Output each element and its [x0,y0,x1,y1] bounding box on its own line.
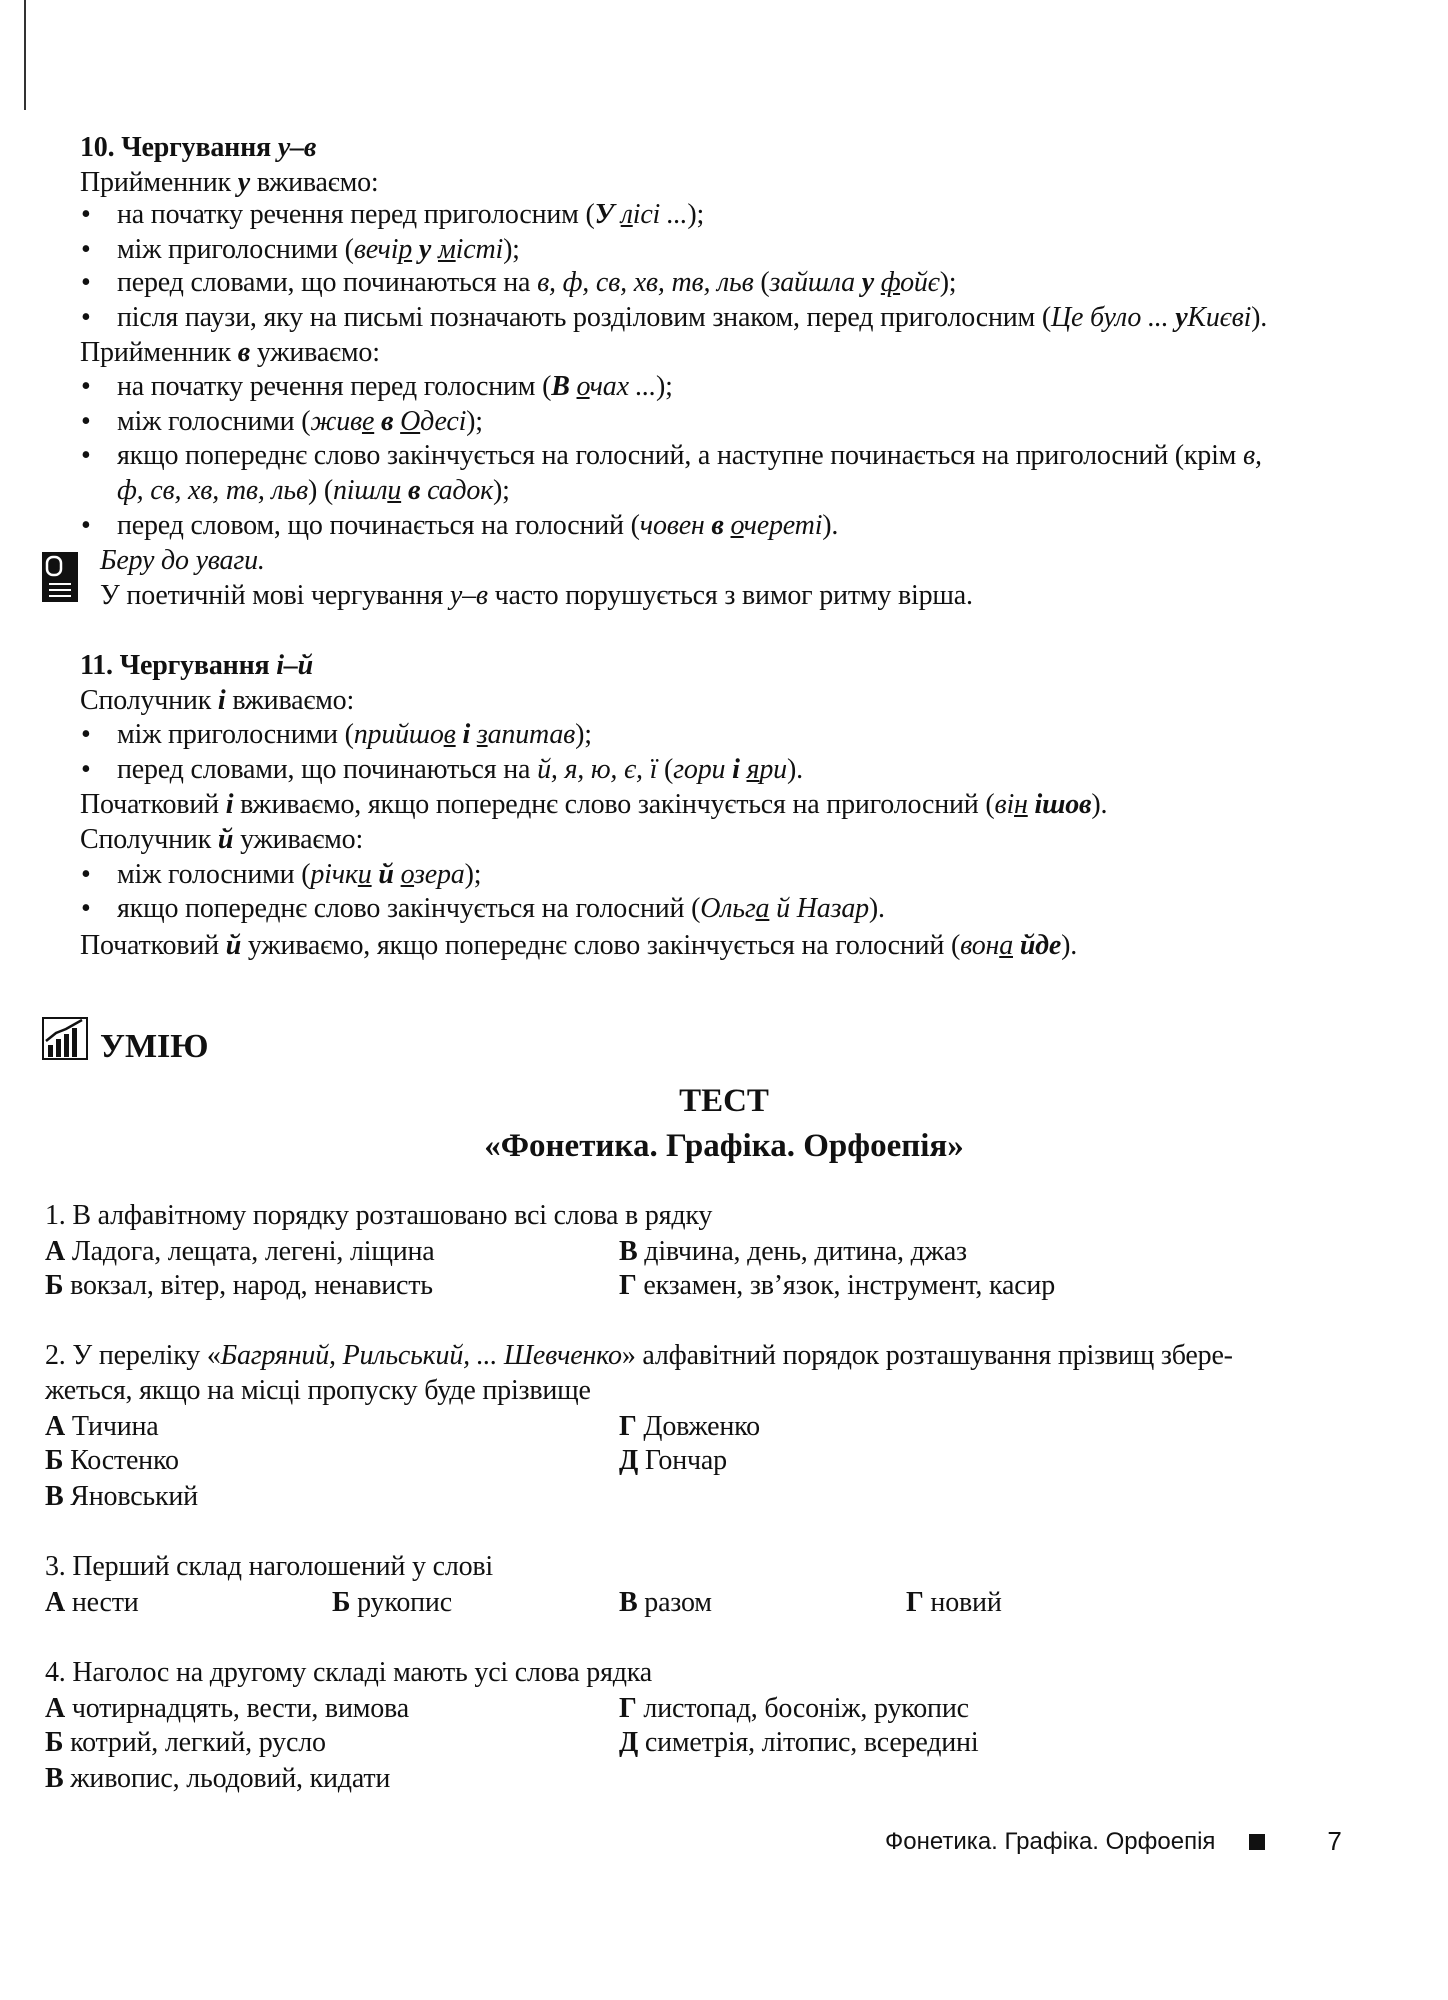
stressed-letter: о [730,510,744,541]
emphasis-text: річк [310,859,358,890]
answer-option: Б вокзал, вітер, народ, ненависть [45,1270,433,1301]
emphasis-text: В [619,1236,638,1267]
answer-option: Г листопад, босоніж, рукопис [619,1693,969,1724]
emphasis-text: А [45,1411,66,1442]
list-item: • перед словами, що починаються на в, ф, св, хв, тв, льв (зайшла у фойє); [81,267,957,298]
answer-option: В Яновський [45,1481,198,1512]
emphasis-text: пішл [333,475,388,506]
test-subtitle: «Фонетика. Графіка. Орфоепія» [484,1128,964,1164]
emphasis-text: Г [906,1587,924,1618]
bullet-icon: • [81,893,91,924]
stressed-letter: и [387,475,402,506]
stressed-letter: е [361,406,375,437]
answer-option: Б Костенко [45,1445,179,1476]
skills-heading: УМІЮ [100,1028,209,1065]
bullet-icon: • [81,371,91,402]
emphasis-text: й [378,859,394,890]
emphasis-text: ри [759,754,787,785]
bullet-icon: • [81,859,91,890]
question-1: 1. В алфавітному порядку розташовано всі слова в рядку [45,1200,713,1231]
answer-option: Б котрий, легкий, русло [45,1727,326,1758]
emphasis-text: А [45,1236,66,1267]
emphasis-text: ф, св, хв, тв, льв [117,475,308,506]
emphasis-text: Багряний, Рильський, ... Шевченко [220,1340,622,1371]
rule-intro: Прийменник в уживаємо: [80,337,380,368]
emphasis-text: ісі ... [632,199,688,230]
answer-option: А Ладога, лещата, легені, ліщина [45,1236,435,1267]
answer-option: Б рукопис [332,1587,452,1618]
list-item: • між голосними (річки й озера); [81,859,482,890]
emphasis-text: в [237,337,251,368]
emphasis-text: ойє [900,267,940,298]
rule-intro: Сполучник й уживаємо: [80,824,364,855]
list-item: • перед словом, що починається на голосний (човен в очереті). [81,510,839,541]
footer-section-title: Фонетика. Графіка. Орфоепія [885,1827,1216,1855]
answer-option: А нести [45,1587,139,1618]
answer-option: В дівчина, день, дитина, джаз [619,1236,967,1267]
emphasis-text: прийшо [353,719,444,750]
stressed-letter: в [443,719,456,750]
emphasis-text: в [407,475,421,506]
stressed-letter: з [476,719,488,750]
rule-text: Початковий й уживаємо, якщо попереднє слово закінчується на голосний (вона йде). [80,930,1078,961]
emphasis-text: і [225,789,234,820]
emphasis-text: 10. Чергування [80,132,278,163]
emphasis-text: В [45,1481,64,1512]
emphasis-text: у [861,267,874,298]
emphasis-text: жив [310,406,362,437]
emphasis-text: А [45,1693,66,1724]
emphasis-text: садок [427,475,494,506]
emphasis-text: чах ... [589,371,656,402]
emphasis-text: Б [45,1445,64,1476]
emphasis-text: десі [420,406,467,437]
emphasis-text: і [217,685,226,716]
bullet-icon: • [81,199,91,230]
scan-edge [24,0,26,110]
note-label [100,544,265,578]
test-title: ТЕСТ [679,1083,769,1119]
emphasis-text: Г [619,1411,637,1442]
rule-intro: Прийменник у вживаємо: [80,167,379,198]
stressed-letter: н [1014,789,1028,820]
question-2-continuation: жеться, якщо на місці пропуску буде прізвище [45,1375,591,1406]
emphasis-text: у [1175,302,1188,333]
emphasis-text: 11. Чергування [80,650,277,681]
bar-chart-growth-icon [42,1017,88,1060]
emphasis-text: і–й [276,650,314,681]
bullet-icon: • [81,510,91,541]
list-item: • між приголосними (вечір у місті); [81,234,520,265]
list-item: • на початку речення перед голосним (В очах ...); [81,371,673,402]
rule-text: Початковий і вживаємо, якщо попереднє слово закінчується на приголосний (він ішов). [80,789,1108,820]
emphasis-text: Д [619,1445,639,1476]
square-marker-icon [1249,1834,1265,1850]
emphasis-text: в [711,510,724,541]
stressed-letter: а [755,893,770,924]
emphasis-text: істі [455,234,504,265]
stressed-letter: о [400,859,415,890]
emphasis-text: Б [45,1270,64,1301]
list-item: • на початку речення перед приголосним (У лісі ...); [81,199,705,230]
answer-option: В разом [619,1587,712,1618]
answer-option: А чотирнадцять, вести, вимова [45,1693,409,1724]
emphasis-text: У [594,199,614,230]
stressed-letter: ф [880,267,901,298]
emphasis-text: й Назар [776,893,869,924]
answer-option: Д Гончар [619,1445,727,1476]
list-item: • після паузи, яку на письмі позначають розділовим знаком, перед приголосним (Це було ... уКиєві). [81,302,1268,333]
answer-option: В живопис, льодовий, кидати [45,1763,391,1794]
list-item: • якщо попереднє слово закінчується на голосний, а наступне починається на приголосний (крім в, [81,440,1262,471]
emphasis-text: Г [619,1693,637,1724]
question-2: 2. У переліку «Багряний, Рильський, ... Шевченко» алфавітний порядок розташування прізвищ збере- [45,1340,1233,1371]
emphasis-text: вечі [353,234,399,265]
emphasis-text: ві [994,789,1015,820]
emphasis-text: й, я, ю, є, ї [537,754,658,785]
stressed-letter: и [357,859,372,890]
list-item: • між голосними (живе в Одесі); [81,406,483,437]
emphasis-text: Д [619,1727,639,1758]
answer-option: А Тичина [45,1411,159,1442]
emphasis-text: й [217,824,234,855]
emphasis-text: зайшла [769,267,862,298]
emphasis-text: Києві [1187,302,1252,333]
emphasis-text: і [732,754,740,785]
emphasis-text: Г [619,1270,637,1301]
emphasis-text: апитав [487,719,576,750]
emphasis-text: Ольг [700,893,756,924]
stressed-letter: а [999,930,1013,961]
emphasis-text: і [462,719,471,750]
emphasis-text: в, ф, св, хв, тв, льв [537,267,754,298]
emphasis-text: у–в [449,580,488,611]
answer-option: Д симетрія, літопис, всередині [619,1727,979,1758]
section-11-heading [80,649,313,683]
emphasis-text: зера [414,859,465,890]
notebook-note-icon [41,551,79,603]
list-item: • якщо попереднє слово закінчується на голосний (Ольга й Назар). [81,893,885,924]
page-footer [885,1826,1342,1857]
bullet-icon: • [81,440,91,471]
stressed-letter: о [576,371,590,402]
question-3: 3. Перший склад наголошений у слові [45,1551,494,1582]
list-item-continuation: ф, св, хв, тв, льв) (пішли в садок); [117,475,510,506]
bullet-icon: • [81,302,91,333]
emphasis-text: вон [960,930,1000,961]
stressed-letter: р [398,234,413,265]
emphasis-text: ішов [1034,789,1092,820]
question-4: 4. Наголос на другому складі мають усі слова рядка [45,1657,653,1688]
list-item: • між приголосними (прийшов і запитав); [81,719,592,750]
bullet-icon: • [81,754,91,785]
emphasis-text: Беру до уваги. [100,545,265,576]
stressed-letter: л [620,199,633,230]
emphasis-text: гори [673,754,733,785]
emphasis-text: Б [332,1587,351,1618]
emphasis-text: й [225,930,242,961]
emphasis-text: у–в [277,132,317,163]
emphasis-text: в, [1243,440,1262,471]
bullet-icon: • [81,234,91,265]
page-number: 7 [1327,1826,1342,1856]
emphasis-text: човен [639,510,712,541]
emphasis-text: у [237,167,250,198]
emphasis-text: В [619,1587,638,1618]
bullet-icon: • [81,267,91,298]
note-text: У поетичній мові чергування у–в часто порушується з вимог ритму вірша. [100,580,973,611]
section-10-heading [80,131,316,165]
emphasis-text: йде [1019,930,1062,961]
emphasis-text: В [551,371,570,402]
emphasis-text: в [381,406,394,437]
emphasis-text: Б [45,1727,64,1758]
stressed-letter: я [746,754,760,785]
emphasis-text: череті [743,510,823,541]
answer-option: Г Довженко [619,1411,760,1442]
emphasis-text: Це було ... [1050,302,1176,333]
stressed-letter: О [400,406,421,437]
answer-option: Г екзамен, зв’язок, інструмент, касир [619,1270,1056,1301]
rule-intro: Сполучник і вживаємо: [80,685,355,716]
stressed-letter: м [437,234,456,265]
bullet-icon: • [81,719,91,750]
emphasis-text: у [418,234,432,265]
bullet-icon: • [81,406,91,437]
answer-option: Г новий [906,1587,1002,1618]
emphasis-text: В [45,1763,64,1794]
emphasis-text: А [45,1587,66,1618]
list-item: • перед словами, що починаються на й, я, ю, є, ї (гори і яри). [81,754,803,785]
